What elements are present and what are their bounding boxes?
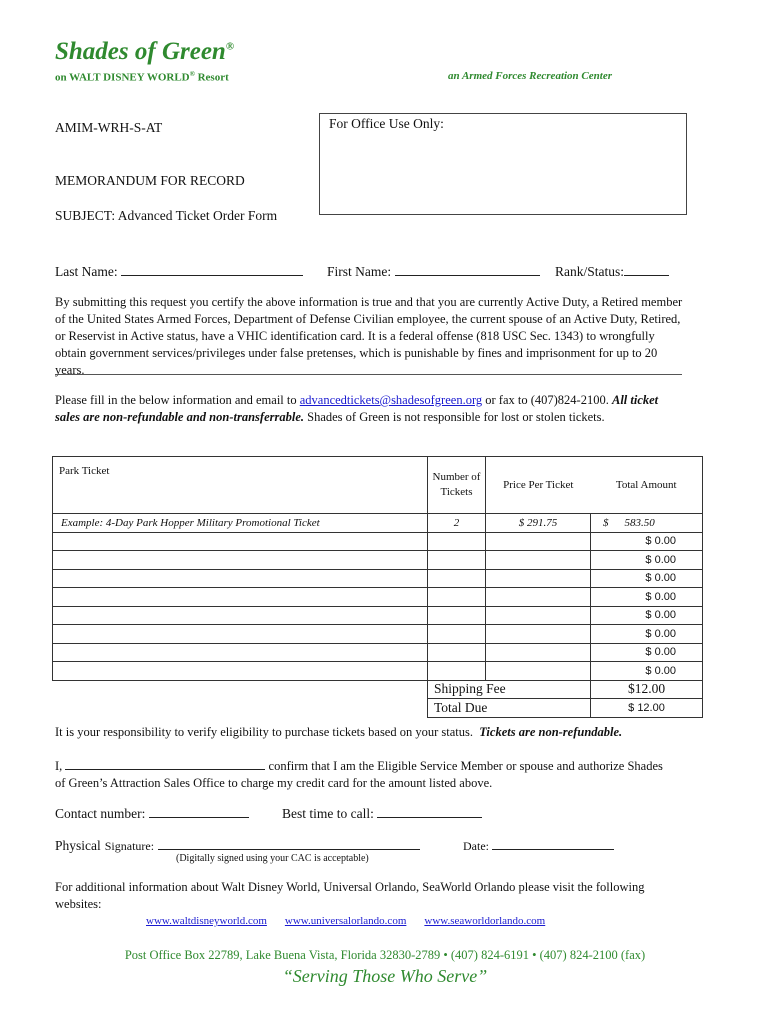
contact-number-label: Contact number: [55, 806, 146, 821]
row-total: $ 0.00 [591, 606, 703, 625]
recreation-center-tagline: an Armed Forces Recreation Center [448, 70, 612, 82]
office-use-box [319, 113, 687, 215]
table-row[interactable] [53, 569, 703, 588]
shipping-fee-value: $12.00 [591, 680, 703, 699]
memo-subject: SUBJECT: Advanced Ticket Order Form [55, 208, 278, 223]
date-field[interactable] [463, 837, 614, 854]
example-price: $ 291.75 [486, 514, 591, 533]
memo-code: AMIM-WRH-S-AT [55, 120, 163, 135]
row-total: $ 0.00 [591, 662, 703, 681]
rank-status-label: Rank/Status: [555, 264, 625, 279]
header-number-of-tickets: Number of Tickets [428, 457, 486, 514]
total-due-label: Total Due [428, 699, 591, 718]
table-row[interactable] [53, 532, 703, 551]
confirmation-paragraph: I, confirm that I am the Eligible Service Member or spouse and authorize Shades of Green’s Attraction Sales Office to charge my credit card for the amount listed above. [55, 759, 663, 790]
signature-label: Physical [55, 838, 101, 853]
first-name-field[interactable] [327, 263, 540, 280]
brand-title: Shades of Green® [55, 38, 235, 65]
email-link[interactable]: advancedtickets@shadesofgreen.org [299, 393, 483, 407]
first-name-label: First Name: [327, 264, 392, 279]
signature-label-2: Signature: [104, 839, 155, 853]
example-number: 2 [428, 514, 486, 533]
row-total: $ 0.00 [591, 569, 703, 588]
certification-paragraph: By submitting this request you certify the above information is true and that you are currently Active Duty, a Retired member of the United States Armed Forces, Department of Defense Civilian employee, the current spouse of an Active Duty, Retired, or Reservist in Active status, have a VHIC identification card. It is a federal offense (818 USC Sec. 1343) to wrongfully obtain government services/privileges under false pretenses, which is punishable by fines and imprisonment for up to 20 years. [55, 295, 683, 377]
table-row[interactable] [53, 588, 703, 607]
table-row[interactable] [53, 551, 703, 570]
header-total-amount: Total Amount [591, 457, 703, 514]
row-total: $ 0.00 [591, 643, 703, 662]
footer-address: Post Office Box 22789, Lake Buena Vista, Florida 32830-2789 • (407) 824-6191 • (407) 824-2100 (fax) [124, 948, 646, 962]
instructions-paragraph: Please fill in the below information and email to advancedtickets@shadesofgreen.org or fax to (407)824-2100. All ticket sales are non-refundable and non-transferrable. Shades of Green is not responsible for lost or stolen tickets. [55, 393, 659, 424]
universalorlando-link[interactable]: www.universalorlando.com [284, 915, 407, 927]
header-park-ticket: Park Ticket [53, 457, 428, 514]
rank-status-field[interactable] [555, 263, 669, 280]
office-use-label: For Office Use Only: [329, 116, 444, 131]
example-park: Example: 4-Day Park Hopper Military Promotional Ticket [53, 514, 428, 533]
row-total: $ 0.00 [591, 551, 703, 570]
footer-motto: “Serving Those Who Serve” [282, 966, 488, 986]
last-name-field[interactable] [55, 263, 303, 280]
example-total: $ 583.50 [591, 514, 703, 533]
shipping-fee-label: Shipping Fee [428, 680, 591, 699]
date-label: Date: [463, 839, 489, 853]
responsibility-text: It is your responsibility to verify eligibility to purchase tickets based on your status. Tickets are non-refundable. [55, 725, 623, 739]
row-total: $ 0.00 [591, 588, 703, 607]
table-row[interactable] [53, 643, 703, 662]
confirm-name-field[interactable] [65, 757, 265, 770]
row-total: $ 0.00 [591, 625, 703, 644]
table-row[interactable] [53, 606, 703, 625]
seaworldorlando-link[interactable]: www.seaworldorlando.com [424, 915, 546, 927]
best-time-label: Best time to call: [282, 806, 374, 821]
waltdisneyworld-link[interactable]: www.waltdisneyworld.com [146, 915, 267, 927]
total-due-value: $ 12.00 [591, 699, 703, 718]
contact-number-field[interactable] [55, 805, 249, 822]
divider [55, 374, 682, 375]
table-row[interactable] [53, 662, 703, 681]
more-info-text: For additional information about Walt Disney World, Universal Orlando, SeaWorld Orlando please visit the following websites: [55, 880, 645, 911]
ticket-order-table [52, 456, 703, 718]
row-total: $ 0.00 [591, 532, 703, 551]
table-row[interactable] [53, 625, 703, 644]
last-name-label: Last Name: [55, 264, 118, 279]
signature-note: (Digitally signed using your CAC is acceptable) [176, 853, 369, 864]
memo-record: MEMORANDUM FOR RECORD [55, 173, 245, 188]
website-links [146, 911, 559, 929]
best-time-field[interactable] [282, 805, 482, 822]
header-price-per-ticket: Price Per Ticket [486, 457, 591, 514]
brand-subtitle: on WALT DISNEY WORLD® Resort [55, 70, 229, 84]
